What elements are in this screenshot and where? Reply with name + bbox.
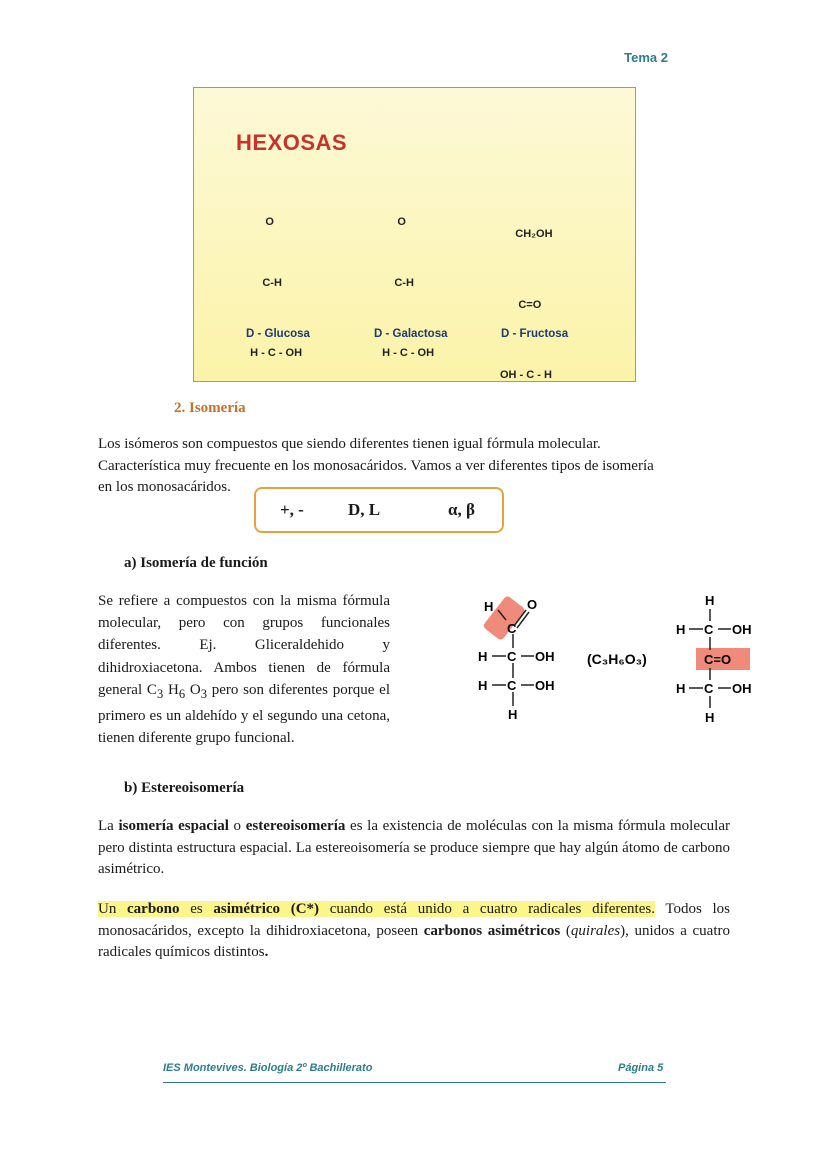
atom-c: C — [507, 621, 517, 636]
atom-h: H — [478, 678, 488, 693]
subsection-title-estereo: b) Estereoisomería — [124, 780, 245, 796]
estereo-paragraph-2 — [98, 899, 730, 964]
intro-line: Los isómeros son compuestos que siendo diferentes tienen igual fórmula molecular. — [98, 436, 601, 452]
galactosa-name: D - Galactosa — [374, 328, 448, 340]
hexosas-title: HEXOSAS — [236, 130, 348, 155]
fructosa-line: C=O — [500, 298, 542, 311]
chapter-label: Tema 2 — [624, 50, 668, 65]
estereo-p1-c: o — [228, 818, 246, 834]
fructosa-name: D - Fructosa — [501, 328, 569, 340]
estereo-p2-d: asimétrico (C*) — [213, 901, 320, 917]
estereo-p2-f: Todos los monosacáridos, excepto la dihidroxiacetona, poseen — [98, 901, 731, 939]
atom-oh: OH — [732, 622, 752, 637]
funcion-text-post: pero son diferentes porque el primero es un aldehído y el segundo una cetona, tienen diferente grupo funcional. — [98, 681, 390, 747]
fructosa-line: CH₂OH — [500, 228, 553, 240]
funcion-text-pre: Se refiere a compuestos con la misma fórmula molecular, pero con grupos funcionales diferentes. Ej. Gliceraldehido y dihidroxiacetona. Ambos tienen de fórmula general C — [98, 593, 390, 698]
funcion-o: O — [185, 681, 201, 698]
intro-line: Característica muy frecuente en los monosacáridos. Vamos a ver diferentes tipos de isomería — [98, 457, 654, 474]
estereo-p1-e: es la existencia de moléculas con la misma fórmula molecular pero distinta estructura espacial. La estereoisomería se produce siempre que hay algún átomo de carbono asimétrico. — [98, 818, 730, 877]
fructosa-line: OH - C - H — [500, 369, 552, 381]
intro-line: en los monosacáridos. — [98, 479, 231, 495]
atom-h: H — [676, 681, 686, 696]
atom-h: H — [676, 622, 686, 637]
estereo-p2-b: carbono — [127, 901, 180, 917]
atom-h: H — [508, 707, 518, 722]
atom-oh: OH — [732, 681, 752, 696]
funcion-o-sub: 3 — [200, 686, 207, 701]
atom-c: C — [704, 622, 714, 637]
fructosa-structure — [500, 176, 558, 382]
type-alpha-beta: α, β — [448, 500, 475, 519]
type-dl: D, L — [348, 500, 381, 519]
footer-page-number: Página 5 — [618, 1062, 664, 1074]
atom-oh: OH — [535, 678, 555, 693]
subsection-title-funcion: a) Isomería de función — [124, 555, 268, 571]
galactosa-structure — [376, 164, 434, 382]
estereo-p2-j: ), unidos a cuatro radicales químicos distintos — [98, 922, 730, 960]
estereo-p2-k: . — [264, 944, 269, 960]
atom-oh: OH — [535, 649, 555, 664]
atom-c: C — [507, 678, 517, 693]
glucosa-line: H - C - OH — [244, 347, 303, 359]
funcion-h: H — [163, 681, 179, 698]
isomer-structures-diagram — [470, 588, 770, 728]
hexosas-figure — [193, 87, 636, 382]
estereo-p2-a: Un — [98, 901, 128, 917]
estereo-p2-h: ( — [560, 922, 571, 939]
estereo-p2-i: quirales — [570, 922, 621, 939]
funcion-c-sub: 3 — [156, 686, 164, 701]
glucosa-line: O — [244, 216, 274, 228]
galactosa-line: O — [376, 216, 406, 228]
atom-h: H — [478, 649, 488, 664]
estereo-paragraph-1 — [98, 816, 730, 881]
atom-c: C — [704, 681, 714, 696]
galactosa-line: C-H — [376, 276, 414, 289]
estereo-p2-e: cuando está unido a cuatro radicales diferentes. — [319, 901, 655, 917]
glucosa-name: D - Glucosa — [246, 328, 310, 340]
funcion-h-sub: 6 — [178, 686, 186, 701]
glucosa-structure — [244, 164, 302, 382]
molecular-formula: (C₃H₆O₃) — [587, 651, 647, 667]
isomeria-types-box — [254, 487, 504, 533]
atom-h: H — [705, 710, 715, 725]
atom-h: H — [484, 599, 494, 614]
estereo-p2-c: es — [179, 901, 214, 917]
estereo-p1-d: estereoisomería — [245, 818, 346, 834]
section-title-isomeria: 2. Isomería — [174, 400, 246, 416]
estereo-p1-a: La — [98, 818, 119, 834]
estereo-p1-b: isomería espacial — [118, 818, 229, 834]
funcion-paragraph — [98, 590, 390, 749]
footer-school: IES Montevives. Biología 2º Bachillerato — [163, 1062, 373, 1074]
glucosa-line: C-H — [244, 276, 282, 289]
type-optical: +, - — [280, 500, 304, 519]
atom-h: H — [705, 593, 715, 608]
highlight-definition — [98, 901, 655, 917]
ketone-group: C=O — [704, 652, 732, 667]
atom-o: O — [527, 597, 538, 612]
galactosa-line: H - C - OH — [376, 347, 435, 359]
estereo-p2-g: carbonos asimétricos — [423, 922, 561, 939]
atom-c: C — [507, 649, 517, 664]
footer-divider — [163, 1082, 666, 1083]
